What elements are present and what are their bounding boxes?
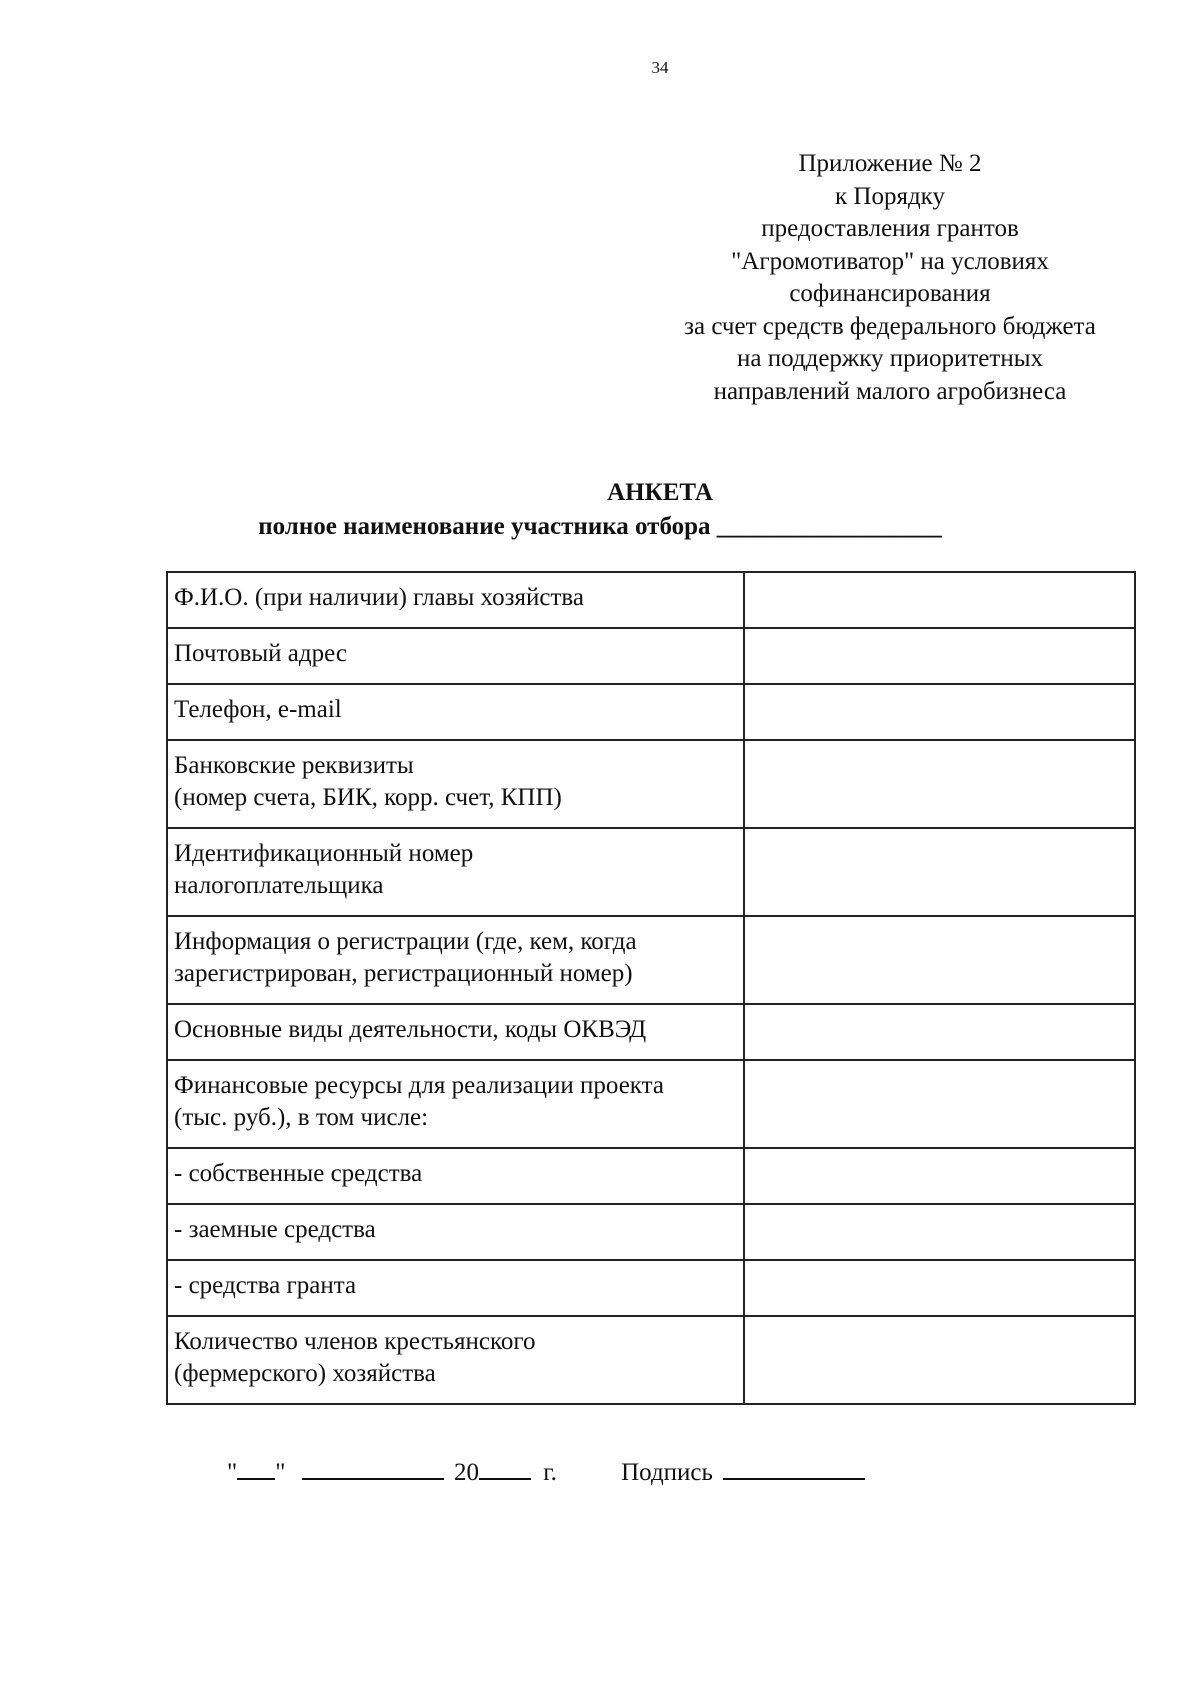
form-title: АНКЕТА [607, 479, 713, 506]
appendix-line: к Порядку [835, 182, 945, 210]
row-label-line: (номер счета, БИК, корр. счет, КПП) [174, 784, 562, 811]
table-row [167, 684, 1135, 740]
row-label [167, 572, 744, 628]
appendix-line: за счет средств федерального бюджета [684, 312, 1096, 340]
table-row [167, 740, 1135, 828]
date-year-prefix: 20 [453, 1459, 479, 1486]
row-label [167, 1060, 744, 1148]
table-row [167, 1060, 1135, 1148]
row-value-field[interactable] [744, 1204, 1135, 1260]
row-label-line: - собственные средства [174, 1160, 423, 1187]
appendix-line: на поддержку приоритетных [737, 345, 1043, 372]
row-label [167, 916, 744, 1004]
row-label [167, 1316, 744, 1404]
row-label-line: налогоплательщика [174, 872, 384, 899]
row-value-field[interactable] [744, 628, 1135, 684]
row-label-line: (фермерского) хозяйства [174, 1360, 436, 1387]
appendix-line: софинансирования [789, 280, 991, 307]
row-value-field[interactable] [744, 1148, 1135, 1204]
row-label-line: Основные виды деятельности, коды ОКВЭД [174, 1016, 647, 1043]
row-label [167, 1204, 744, 1260]
table-row [167, 916, 1135, 1004]
table-row [167, 1204, 1135, 1260]
date-quote-open: " [227, 1459, 238, 1486]
signature-line [227, 1456, 865, 1487]
date-month-blank[interactable] [302, 1456, 444, 1480]
row-label [167, 740, 744, 828]
row-label-line: Ф.И.О. (при наличии) главы хозяйства [174, 584, 584, 611]
date-day-blank[interactable] [237, 1456, 275, 1480]
page-number: 34 [651, 58, 669, 77]
appendix-line: направлений малого агробизнеса [713, 377, 1067, 405]
table-row [167, 1004, 1135, 1060]
appendix-line: "Агромотиватор" на условиях [731, 247, 1049, 275]
table-row [167, 828, 1135, 916]
row-label-line: Количество членов крестьянского [174, 1328, 536, 1355]
row-value-field[interactable] [744, 740, 1135, 828]
table-row [167, 1260, 1135, 1316]
row-value-field[interactable] [744, 684, 1135, 740]
date-year-blank[interactable] [479, 1456, 531, 1480]
row-label-line: - средства гранта [174, 1272, 357, 1299]
row-label-line: Идентификационный номер [174, 840, 474, 867]
signature-label: Подпись [621, 1459, 713, 1486]
row-label [167, 1004, 744, 1060]
row-label [167, 828, 744, 916]
form-title-block [0, 476, 1200, 544]
table-row [167, 628, 1135, 684]
appendix-header [630, 148, 1150, 408]
table-row [167, 1148, 1135, 1204]
row-label-line: Почтовый адрес [174, 640, 347, 667]
row-label-line: (тыс. руб.), в том числе: [174, 1104, 429, 1131]
table-row [167, 1316, 1135, 1404]
table-row [167, 572, 1135, 628]
date-year-suffix: г. [543, 1459, 557, 1486]
row-label [167, 1148, 744, 1204]
form-subtitle: полное наименование участника отбора __________________ [258, 513, 942, 540]
appendix-line: Приложение № 2 [798, 150, 982, 177]
row-label-line: Финансовые ресурсы для реализации проекта [174, 1072, 664, 1099]
row-label [167, 628, 744, 684]
row-label-line: Телефон, e-mail [174, 696, 342, 723]
questionnaire-table [166, 571, 1136, 1405]
row-label-line: Информация о регистрации (где, кем, когда [174, 928, 637, 955]
row-value-field[interactable] [744, 1004, 1135, 1060]
row-label [167, 1260, 744, 1316]
row-value-field[interactable] [744, 1060, 1135, 1148]
signature-blank[interactable] [723, 1456, 865, 1480]
row-label [167, 684, 744, 740]
row-label-line: зарегистрирован, регистрационный номер) [174, 960, 633, 987]
row-value-field[interactable] [744, 1260, 1135, 1316]
appendix-line: предоставления грантов [761, 215, 1019, 242]
date-quote-close: " [275, 1459, 286, 1486]
row-value-field[interactable] [744, 572, 1135, 628]
row-value-field[interactable] [744, 828, 1135, 916]
row-label-line: Банковские реквизиты [174, 752, 414, 779]
row-label-line: - заемные средства [174, 1216, 376, 1243]
row-value-field[interactable] [744, 1316, 1135, 1404]
row-value-field[interactable] [744, 916, 1135, 1004]
